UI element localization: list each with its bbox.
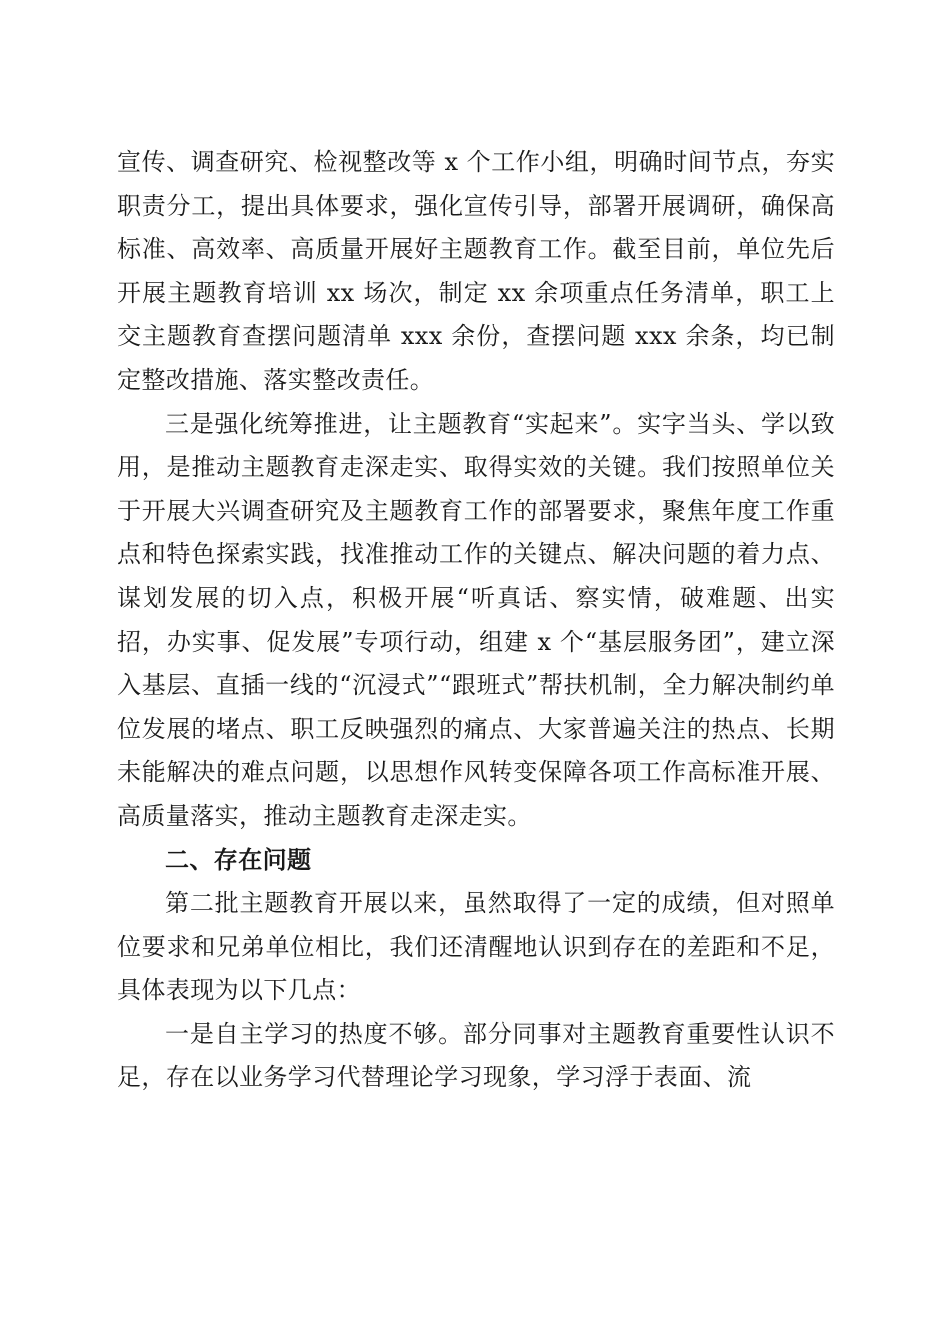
paragraph-problems-intro: 第二批主题教育开展以来，虽然取得了一定的成绩，但对照单位要求和兄弟单位相比，我们还清醒地认识到存在的差距和不足，具体表现为以下几点： — [117, 889, 835, 1005]
section-heading-problems: 二、存在问题 — [165, 845, 312, 874]
paragraph-continuation: 宣传、调查研究、检视整改等 x 个工作小组，明确时间节点，夯实职责分工，提出具体要求，强化宣传引导，部署开展调研，确保高标准、高效率、高质量开展好主题教育工作。截至目前，单位先后开展主题教育培训 xx 场次，制定 xx 余项重点任务清单，职工上交主题教育查摆问题清单 xxx 余份，查摆问题 xxx 余条，均已制定整改措施、落实整改责任。 — [117, 148, 835, 394]
paragraph-problem-one: 一是自主学习的热度不够。部分同事对主题教育重要性认识不足，存在以业务学习代替理论学习现象，学习浮于表面、流 — [117, 1019, 835, 1092]
paragraph-coordination: 三是强化统筹推进，让主题教育“实起来”。实字当头、学以致用，是推动主题教育走深走实、取得实效的关键。我们按照单位关于开展大兴调查研究及主题教育工作的部署要求，聚焦年度工作重点和特色探索实践，找准推动工作的关键点、解决问题的着力点、谋划发展的切入点，积极开展“听真话、察实情，破难题、出实招，办实事、促发展”专项行动，组建 x 个“基层服务团”，建立深入基层、直插一线的“沉浸式”“跟班式”帮扶机制，全力解决制约单位发展的堵点、职工反映强烈的痛点、大家普遍关注的热点、长期未能解决的难点问题，以思想作风转变保障各项工作高标准开展、高质量落实，推动主题教育走深走实。 — [117, 409, 835, 830]
document-body — [117, 141, 835, 1100]
